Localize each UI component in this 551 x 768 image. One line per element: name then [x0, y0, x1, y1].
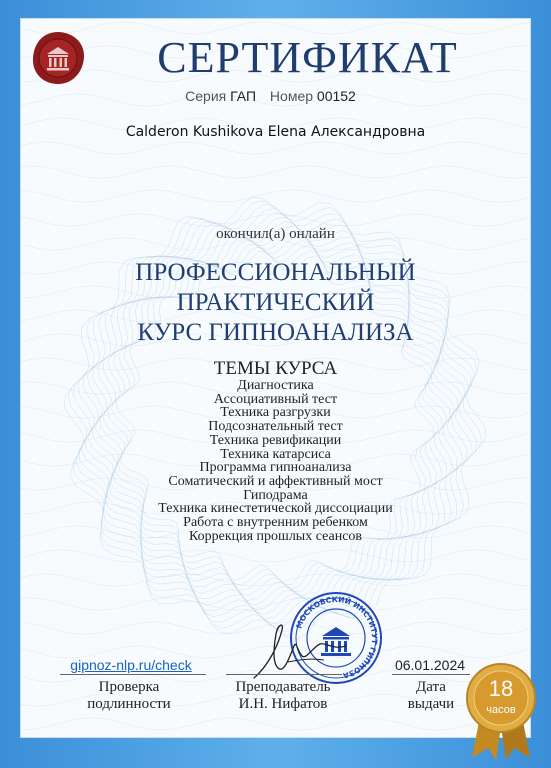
teacher-signature-icon: [248, 616, 368, 688]
topic-item: Работа с внутренним ребенком: [183, 515, 368, 531]
verify-underline: [60, 674, 206, 675]
topic-item: Подсознательный тест: [208, 419, 343, 435]
wax-seal-icon: [30, 30, 86, 86]
topic-item: Техника разгрузки: [220, 405, 331, 421]
teacher-block: [218, 679, 348, 713]
teacher-label: Преподаватель: [235, 679, 331, 695]
certificate-paper: [20, 18, 531, 738]
certificate-title: СЕРТИФИКАТ: [157, 33, 458, 82]
topics-list: [20, 379, 531, 543]
verify-label-line: Проверка: [98, 679, 160, 695]
topics-heading: ТЕМЫ КУРСА: [213, 358, 338, 379]
topic-item: Программа гипноанализа: [199, 460, 352, 476]
verify-label: [64, 679, 194, 713]
topic-item: Техника катарсиса: [220, 446, 331, 462]
date-underline: [392, 674, 470, 675]
verify-label-line: подлинности: [87, 696, 171, 712]
date-label: [396, 679, 466, 713]
recipient-name: Calderon Kushikova Elena Александровна: [125, 124, 426, 140]
date-label-line: выдачи: [407, 696, 455, 712]
topic-item: Коррекция прошлых сеансов: [188, 528, 363, 544]
verify-link[interactable]: gipnoz-nlp.ru/check: [70, 657, 192, 673]
date-label-line: Дата: [416, 679, 446, 695]
course-title: [20, 258, 531, 348]
serial-number-line: [20, 88, 531, 104]
teacher-name: И.Н. Нифатов: [238, 696, 328, 712]
topic-item: Техника кинестетической диссоциации: [158, 501, 393, 517]
number-value: 00152: [316, 88, 356, 104]
issue-date: 06.01.2024: [394, 657, 466, 673]
hours-label: часов: [486, 704, 516, 716]
course-title-line: ПРОФЕССИОНАЛЬНЫЙ: [135, 259, 416, 286]
hours-number: 18: [488, 676, 514, 701]
number-label: Номер: [269, 88, 314, 104]
series-value: ГАП: [230, 88, 257, 104]
topic-item: Гиподрама: [243, 487, 308, 503]
finished-text: окончил(а) онлайн: [216, 226, 335, 242]
topic-item: Техника ревификации: [209, 432, 342, 448]
course-title-line: ПРАКТИЧЕСКИЙ: [176, 289, 375, 316]
series-label: Серия: [185, 88, 227, 104]
topic-item: Соматический и аффективный мост: [168, 473, 383, 489]
topic-item: Ассоциативный тест: [213, 391, 338, 407]
topic-item: Диагностика: [237, 378, 314, 393]
stamp-text: МОСКОВСКИЙ ИНСТИТУТ ГИПНОЗА: [294, 594, 380, 681]
course-title-line: КУРС ГИПНОАНАЛИЗА: [137, 319, 414, 346]
teacher-underline: [226, 674, 342, 675]
